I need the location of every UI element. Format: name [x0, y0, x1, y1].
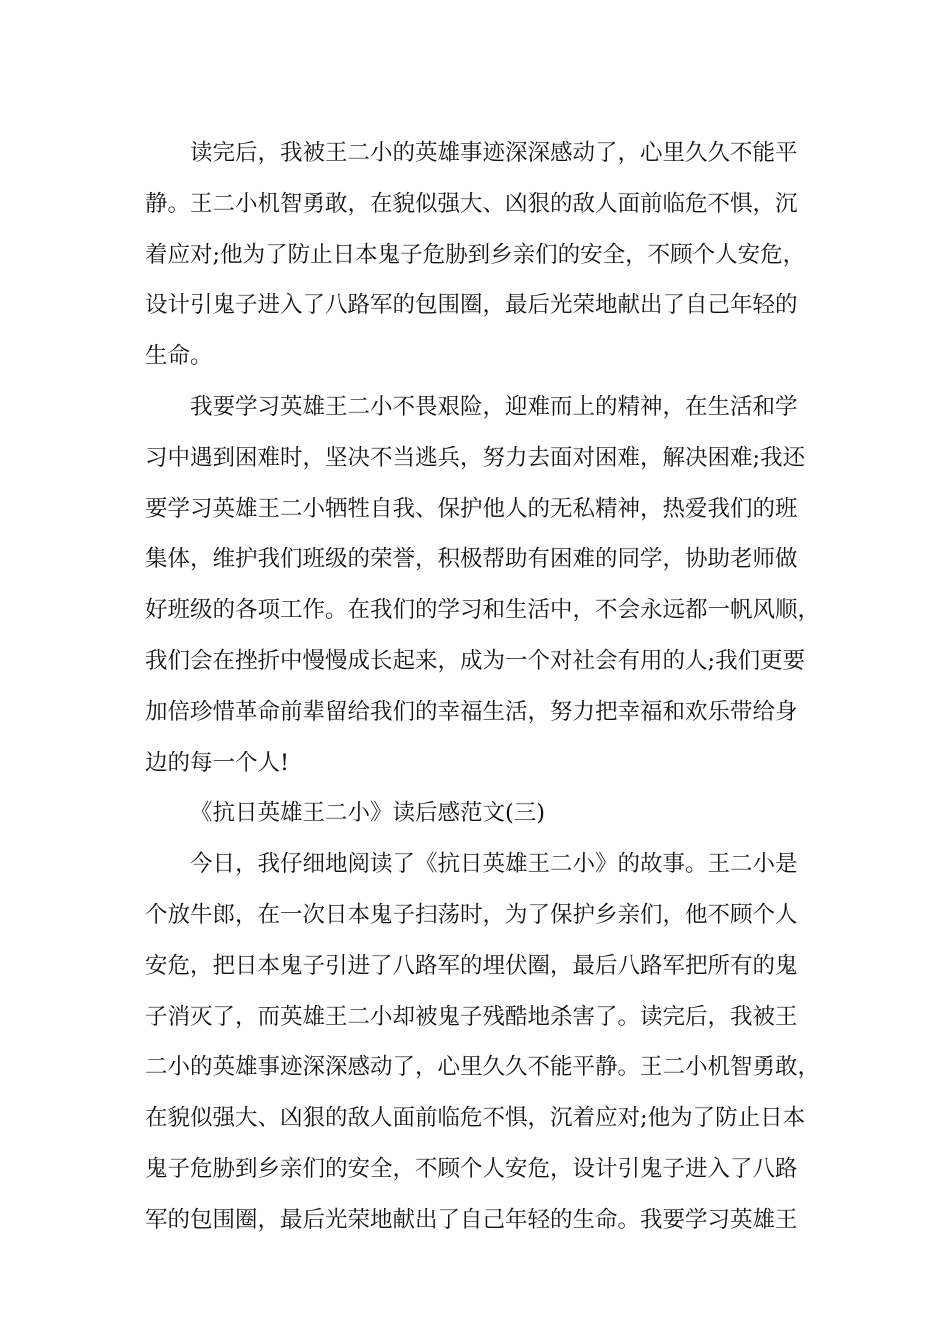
text-line: 设计引鬼子进入了八路军的包围圈，最后光荣地献出了自己年轻的: [145, 292, 798, 319]
text-line: 加倍珍惜革命前辈留给我们的幸福生活，努力把幸福和欢乐带给身: [145, 698, 798, 725]
text-line: 二小的英雄事迹深深感动了，心里久久不能平静。王二小机智勇敢，: [145, 1054, 821, 1081]
text-line: 好班级的各项工作。在我们的学习和生活中，不会永远都一帆风顺，: [145, 597, 821, 624]
text-line: 我们会在挫折中慢慢成长起来，成为一个对社会有用的人;我们更要: [145, 647, 806, 674]
text-line: 安危，把日本鬼子引进了八路军的埋伏圈，最后八路军把所有的鬼: [145, 952, 798, 979]
text-line: 静。王二小机智勇敢，在貌似强大、凶狠的敌人面前临危不惧，沉: [145, 190, 798, 217]
text-line: 要学习英雄王二小牺牲自我、保护他人的无私精神，热爱我们的班: [145, 495, 798, 522]
text-line: 读完后，我被王二小的英雄事迹深深感动了，心里久久不能平: [190, 140, 798, 166]
text-line: 鬼子危胁到乡亲们的安全，不顾个人安危，设计引鬼子进入了八路: [145, 1155, 798, 1182]
text-line: 边的每一个人!: [145, 749, 290, 776]
text-line: 军的包围圈，最后光荣地献出了自己年轻的生命。我要学习英雄王: [145, 1206, 798, 1233]
document-body: [145, 128, 821, 1246]
text-line: 着应对;他为了防止日本鬼子危胁到乡亲们的安全，不顾个人安危，: [145, 241, 806, 268]
text-line: 习中遇到困难时，坚决不当逃兵，努力去面对困难，解决困难;我还: [145, 444, 806, 471]
text-line: 个放牛郎，在一次日本鬼子扫荡时，为了保护乡亲们，他不顾个人: [145, 901, 798, 928]
section-heading: 《抗日英雄王二小》读后感范文(三): [190, 800, 546, 827]
text-line: 子消灭了，而英雄王二小却被鬼子残酷地杀害了。读完后，我被王: [145, 1003, 798, 1030]
text-line: 集体，维护我们班级的荣誉，积极帮助有困难的同学，协助老师做: [145, 546, 798, 573]
text-line: 在貌似强大、凶狠的敌人面前临危不惧，沉着应对;他为了防止日本: [145, 1105, 806, 1132]
text-line: 我要学习英雄王二小不畏艰险，迎难而上的精神，在生活和学: [190, 393, 798, 420]
text-line: 今日，我仔细地阅读了《抗日英雄王二小》的故事。王二小是: [190, 851, 798, 878]
text-line: 生命。: [145, 343, 213, 370]
